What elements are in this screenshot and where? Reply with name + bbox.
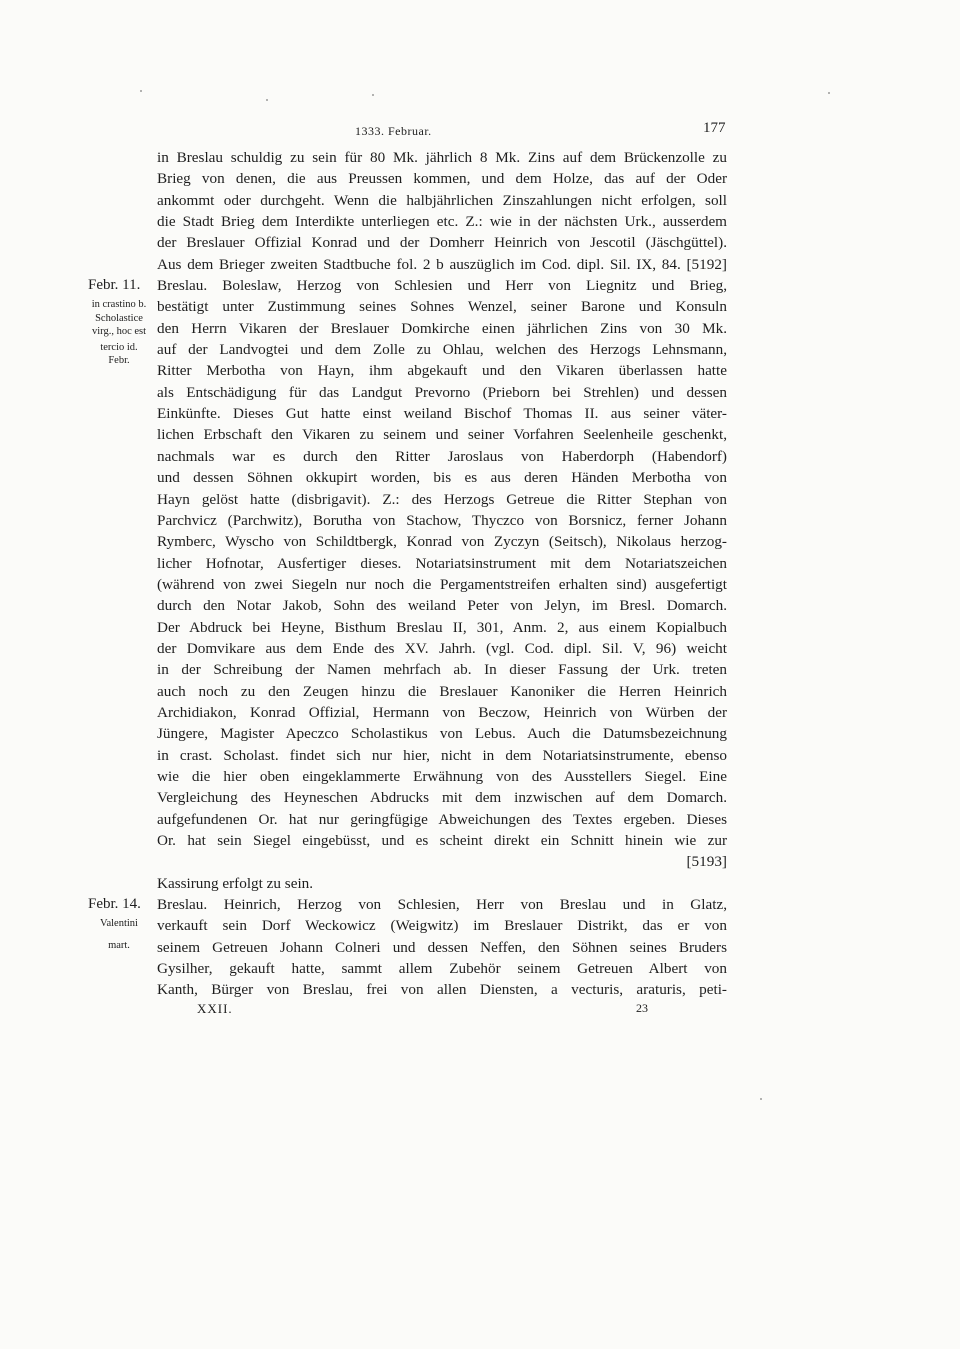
text-line [0,745,960,766]
line-text: ankommt oder durchgeht. Wenn die halbjährlichen Zinszahlungen nicht erfolgen, soll [157,191,727,209]
line-text: auf der Landvogtei und dem Zolle zu Ohlau, welchen des Herzogs Lehnsmann, [157,341,727,359]
line-text: Or. hat sein Siegel eingebüsst, und es scheint direkt ein Schnitt hinein wie zur [157,832,727,849]
line-text: Archidiakon, Konrad Offizial, Hermann von Beczow, Heinrich von Würben der [157,703,727,721]
page-number: 177 [703,120,726,136]
text-line [0,312,960,339]
text-line [0,403,960,424]
line-text: Brieg von denen, die aus Preussen kommen, und dem Holze, das auf der Oder [157,170,727,188]
text-line [0,190,960,211]
line-text: wie die hier oben eingeklammerte Erwähnung von des Ausstellers Siegel. Eine [157,767,727,785]
margin-note: mart. [108,939,130,951]
text-line [0,595,960,616]
text-line [0,681,960,702]
line-text: Rymberc, Wyscho von Schildtbergk, Konrad von Zyczyn (Seitsch), Nikolaus herzog- [157,533,727,551]
line-text: Jüngere, Magister Apeczco Scholastikus von Lebus. Auch die Datumsbezeichnung [157,725,727,743]
line-text: Hayn gelöst hatte (disbrigavit). Z.: des Herzogs Getreue die Ritter Stephan von [157,490,727,508]
signature-mark: XXII. [197,1001,233,1016]
line-text: aufgefundenen Or. hat nur geringfügige Abweichungen des Textes ergeben. Dieses [157,810,727,828]
text-line [0,574,960,595]
text-line [0,809,960,830]
line-text: bestätigt unter Zustimmung seines Sohnes Wenzel, seiner Barone und Konsuln [157,298,727,316]
text-line [0,382,960,403]
line-text: seinem Getreuen Johann Colneri und dessen Neffen, den Söhnen seines Bruders [157,938,727,956]
sheet-number: 23 [636,1001,648,1015]
line-text: Gysilher, gekauft hatte, sammt allem Zubehör seinem Getreuen Albert von [157,960,727,978]
text-line [0,851,960,872]
line-text: durch den Notar Jakob, Sohn des weiland Peter von Jelyn, im Bresl. Domarch. [157,597,727,615]
line-text: licher Hofnotar, Ausfertiger dieses. Notariatsinstrument mit dem Notariatszeichen [157,554,727,572]
line-text: verkauft sein Dorf Weckowicz (Weigwitz) im Breslauer Distrikt, das er von [157,917,727,935]
scan-speck [266,99,268,101]
line-text: Kanth, Bürger von Breslau, frei von allen Diensten, a vecturis, araturis, peti- [157,981,727,999]
text-line [0,232,960,253]
running-title: 1333. Februar. [355,124,432,138]
text-line [0,467,960,488]
text-line [0,702,960,723]
line-text: den Herrn Vikaren der Breslauer Domkirche einen jährlichen Zins von 30 Mk. [157,319,727,337]
margin-date: Febr. 14. [88,896,141,913]
margin-note: Scholastice virg., hoc est [91,312,147,337]
line-text: (während von zwei Siegeln nur noch die Pergamentstreifen erhalten sind) ausgefertigt [157,575,727,593]
line-text: der Breslauer Offizial Konrad und der Domherr Heinrich von Jescotil (Jäschgüttel). [157,234,727,252]
page-header [0,120,960,144]
line-text: lichen Erbschaft den Vikaren zu seinem und seiner Vorfahren Seelenheile geschenkt, [157,426,727,444]
line-text: Breslau. Heinrich, Herzog von Schlesien, Herr von Breslau und in Glatz, [157,896,727,914]
scan-speck [760,1098,762,1100]
text-line [0,979,960,1000]
text-line [0,489,960,510]
margin-note: tercio id. Febr. [100,342,138,367]
line-text: als Entschädigung für das Landgut Prevorno (Prieborn bei Strehlen) und dessen [157,383,727,401]
text-line [0,937,960,958]
line-text: in Breslau schuldig zu sein für 80 Mk. jährlich 8 Mk. Zins auf dem Brückenzolle zu [157,149,727,166]
line-text: Breslau. Boleslaw, Herzog von Schlesien und Herr von Liegnitz und Brieg, [157,277,727,295]
scan-speck [372,94,374,96]
text-line [0,659,960,680]
text-line [0,723,960,744]
text-line [0,553,960,574]
scan-speck [828,92,830,94]
text-line [0,830,960,851]
line-text: Ritter Merbotha von Hayn, ihm abgekauft und den Vikaren überlassen hatte [157,362,727,380]
main-text [0,147,960,1001]
text-line [0,211,960,232]
scan-speck [140,90,142,92]
line-text: nachmals war es durch den Ritter Jaroslaus von Haberdorph (Habendorf) [157,447,727,465]
margin-date: Febr. 11. [88,277,141,294]
text-line [0,360,960,381]
margin-note: in crastino b. [91,299,147,311]
line-text: in crast. Scholast. findet sich nur hier, nicht in dem Notariatsinstrumente, ebenso [157,746,727,764]
text-line [0,446,960,467]
text-line [0,766,960,787]
line-text: [5193] [686,853,727,871]
line-text: Der Abdruck bei Heyne, Bisthum Breslau II, 301, Anm. 2, aus einem Kopialbuch [157,618,727,636]
text-line [0,787,960,808]
line-text: und dessen Söhnen okkupirt worden, bis es aus deren Händen Merbotha von [157,469,727,487]
text-line [0,617,960,638]
text-line [0,275,960,296]
page-footer [0,1001,960,1021]
line-text: in der Schreibung der Namen mehrfach ab. In dieser Fassung der Urk. treten [157,661,727,679]
line-text: Aus dem Brieger zweiten Stadtbuche fol. 2 b auszüglich im Cod. dipl. Sil. IX, 84. [5192] [157,255,727,273]
text-line [0,147,960,168]
line-text: Parchvicz (Parchwitz), Borutha von Stachow, Thyczco von Borsnicz, ferner Johann [157,511,727,529]
text-line [0,873,960,894]
text-line [0,531,960,552]
text-line [0,915,960,936]
text-line [0,168,960,189]
text-line [0,958,960,979]
text-line [0,254,960,275]
text-line [0,339,960,367]
line-text: die Stadt Brieg dem Interdikte unterliegen etc. Z.: wie in der nächsten Urk., ausserdem [157,213,727,231]
line-text: Vergleichung des Heyneschen Abdrucks mit dem inzwischen auf dem Domarch. [157,789,727,807]
line-text: der Domvikare aus dem Ende des XV. Jahrh. (vgl. Cod. dipl. Sil. V, 96) weicht [157,639,727,657]
line-text: Einkünfte. Dieses Gut hatte einst weiland Bischof Thomas II. aus seiner väter- [157,405,727,423]
text-line [0,510,960,531]
text-line [0,638,960,659]
text-line [0,894,960,915]
line-text: Kassirung erfolgt zu sein. [157,874,314,892]
margin-note: Valentini [100,918,138,930]
line-text: auch noch zu den Zeugen hinzu die Breslauer Kanoniker die Herren Heinrich [157,682,727,700]
text-line [0,424,960,445]
